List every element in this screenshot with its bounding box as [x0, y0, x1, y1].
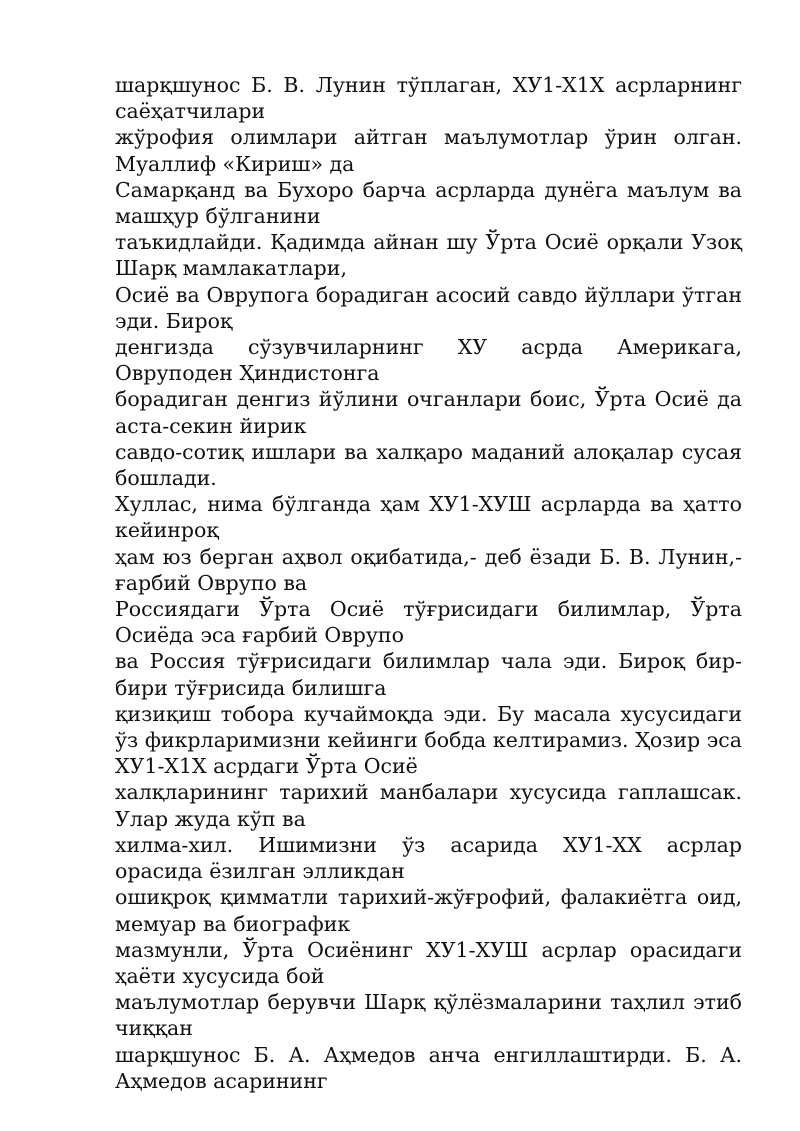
paragraph-3: Самарқанд ва Бухоро барча асрларда дунёга маълум ва машҳур бўлганини — [115, 177, 742, 229]
paragraph-6: денгизда сўзувчиларнинг ХУ асрда Америкага, Овруподен Ҳиндистонга — [115, 335, 742, 386]
paragraph-4: таъкидлайди. Қадимда айнан шу Ўрта Осиё орқали Узоқ Шарқ мамлакатлари, — [115, 230, 742, 281]
document-page — [115, 72, 742, 1094]
paragraph-19: шарқшунос Б. А. Аҳмедов анча енгиллаштирди. Б. А. Аҳмедов асарининг — [115, 1042, 742, 1093]
paragraph-18: маълумотлар берувчи Шарқ қўлёзмаларини таҳлил этиб чиққан — [115, 990, 742, 1041]
paragraph-11: Россиядаги Ўрта Осиё тўғрисидаги билимлар, Ўрта Осиёда эса ғарбий Оврупо — [115, 597, 742, 648]
paragraph-12: ва Россия тўғрисидаги билимлар чала эди. Бироқ бир-бири тўғрисида билишга — [115, 649, 742, 700]
paragraph-14: халқларининг тарихий манбалари хусусида гаплашсак. Улар жуда кўп ва — [115, 780, 742, 831]
paragraph-9: Хуллас, нима бўлганда ҳам ХУ1-ХУШ асрларда ва ҳатто кейинроқ — [115, 492, 742, 543]
paragraph-16: ошиқроқ қимматли тарихий-жўғрофий, фалакиётга оид, мемуар ва биографик — [115, 885, 742, 936]
paragraph-15: хилма-хил. Ишимизни ўз асарида ХУ1-ХХ асрлар орасида ёзилган элликдан — [115, 832, 742, 884]
paragraph-2: жўрофия олимлари айтган маълумотлар ўрин олган. Муаллиф «Кириш» да — [115, 125, 742, 176]
paragraph-7: борадиган денгиз йўлини очганлари боис, Ўрта Осиё да аста-секин йирик — [115, 387, 742, 438]
paragraph-5: Осиё ва Оврупога борадиган асосий савдо йўллари ўтган эди. Бироқ — [115, 282, 742, 333]
paragraph-8: савдо-сотиқ ишлари ва халқаро маданий алоқалар сусая бошлади. — [115, 439, 742, 491]
paragraph-10: ҳам юз берган аҳвол оқибатида,- деб ёзади Б. В. Лунин,- ғарбий Оврупо ва — [115, 544, 742, 595]
paragraph-1: шарқшунос Б. В. Лунин тўплаган, ХУ1-Х1Х асрларнинг саёҳатчилари — [115, 73, 742, 124]
paragraph-17: мазмунли, Ўрта Осиёнинг ХУ1-ХУШ асрлар орасидаги ҳаёти хусусида бой — [115, 937, 742, 988]
paragraph-13: қизиқиш тобора кучаймоқда эди. Бу масала хусусидаги ўз фикрларимизни кейинги бобда келтирамиз. Ҳозир эса ХУ1-Х1Х асрдаги Ўрта Осиё — [115, 701, 742, 779]
